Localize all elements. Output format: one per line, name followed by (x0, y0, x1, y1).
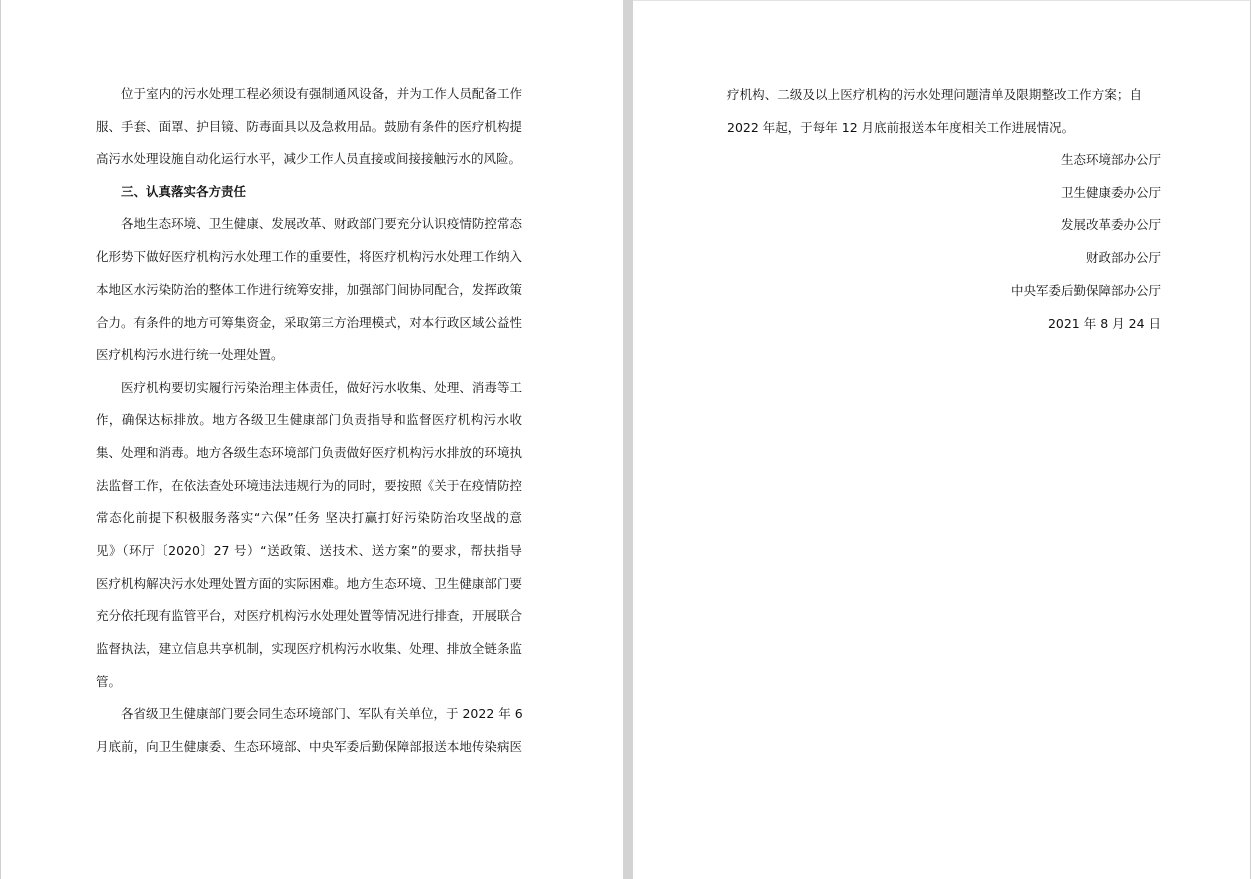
text-line: 化形势下做好医疗机构污水处理工作的重要性，将医疗机构污水处理工作纳入 (96, 249, 522, 264)
text-line: 医疗机构要切实履行污染治理主体责任，做好污水收集、处理、消毒等工 (121, 380, 522, 395)
text-line: 法监督工作，在依法查处环境违法违规行为的同时，要按照《关于在疫情防控 (96, 478, 522, 493)
text-line: 2022 年起，于每年 12 月底前报送本年度相关工作进展情况。 (727, 120, 1075, 135)
text-line: 本地区水污染防治的整体工作进行统筹安排，加强部门间协同配合，发挥政策 (96, 282, 522, 297)
text-line: 合力。有条件的地方可筹集资金，采取第三方治理模式，对本行政区域公益性 (96, 315, 522, 330)
signatory: 卫生健康委办公厅 (1060, 185, 1161, 200)
text-line: 监督执法，建立信息共享机制，实现医疗机构污水收集、处理、排放全链条监 (96, 641, 522, 656)
text-line: 高污水处理设施自动化运行水平，减少工作人员直接或间接接触污水的风险。 (96, 151, 522, 166)
text-line: 各省级卫生健康部门要会同生态环境部门、军队有关单位，于 2022 年 6 (121, 706, 523, 721)
text-line: 管。 (96, 674, 122, 689)
text-line: 作，确保达标排放。地方各级卫生健康部门负责指导和监督医疗机构污水收 (96, 412, 522, 427)
text-line: 服、手套、面罩、护目镜、防毒面具以及急救用品。鼓励有条件的医疗机构提 (96, 119, 522, 134)
text-line: 充分依托现有监管平台，对医疗机构污水处理处置等情况进行排查，开展联合 (96, 608, 522, 623)
text-line: 集、处理和消毒。地方各级生态环境部门负责做好医疗机构污水排放的环境执 (96, 445, 522, 460)
text-line: 各地生态环境、卫生健康、发展改革、财政部门要充分认识疫情防控常态 (121, 216, 522, 231)
signatory: 发展改革委办公厅 (1060, 217, 1161, 232)
section-heading: 三、认真落实各方责任 (121, 184, 247, 199)
signatory: 生态环境部办公厅 (1060, 152, 1161, 167)
page-right (633, 0, 1251, 879)
text-line: 月底前，向卫生健康委、生态环境部、中央军委后勤保障部报送本地传染病医 (96, 739, 522, 754)
text-line: 常态化前提下积极服务落实“六保”任务 坚决打赢打好污染防治攻坚战的意 (96, 510, 522, 525)
document-date: 2021 年 8 月 24 日 (1047, 316, 1161, 331)
text-line: 位于室内的污水处理工程必须设有强制通风设备，并为工作人员配备工作 (121, 86, 522, 101)
text-line: 疗机构、二级及以上医疗机构的污水处理问题清单及限期整改工作方案；自 (727, 87, 1142, 102)
text-line: 医疗机构解决污水处理处置方面的实际困难。地方生态环境、卫生健康部门要 (96, 576, 522, 591)
page-left (0, 0, 623, 879)
signatory: 财政部办公厅 (1085, 250, 1161, 265)
text-line: 医疗机构污水进行统一处理处置。 (96, 347, 284, 362)
signatory: 中央军委后勤保障部办公厅 (1010, 283, 1161, 298)
text-line: 见》（环厅〔2020〕27 号）“送政策、送技术、送方案”的要求，帮扶指导 (96, 543, 522, 558)
